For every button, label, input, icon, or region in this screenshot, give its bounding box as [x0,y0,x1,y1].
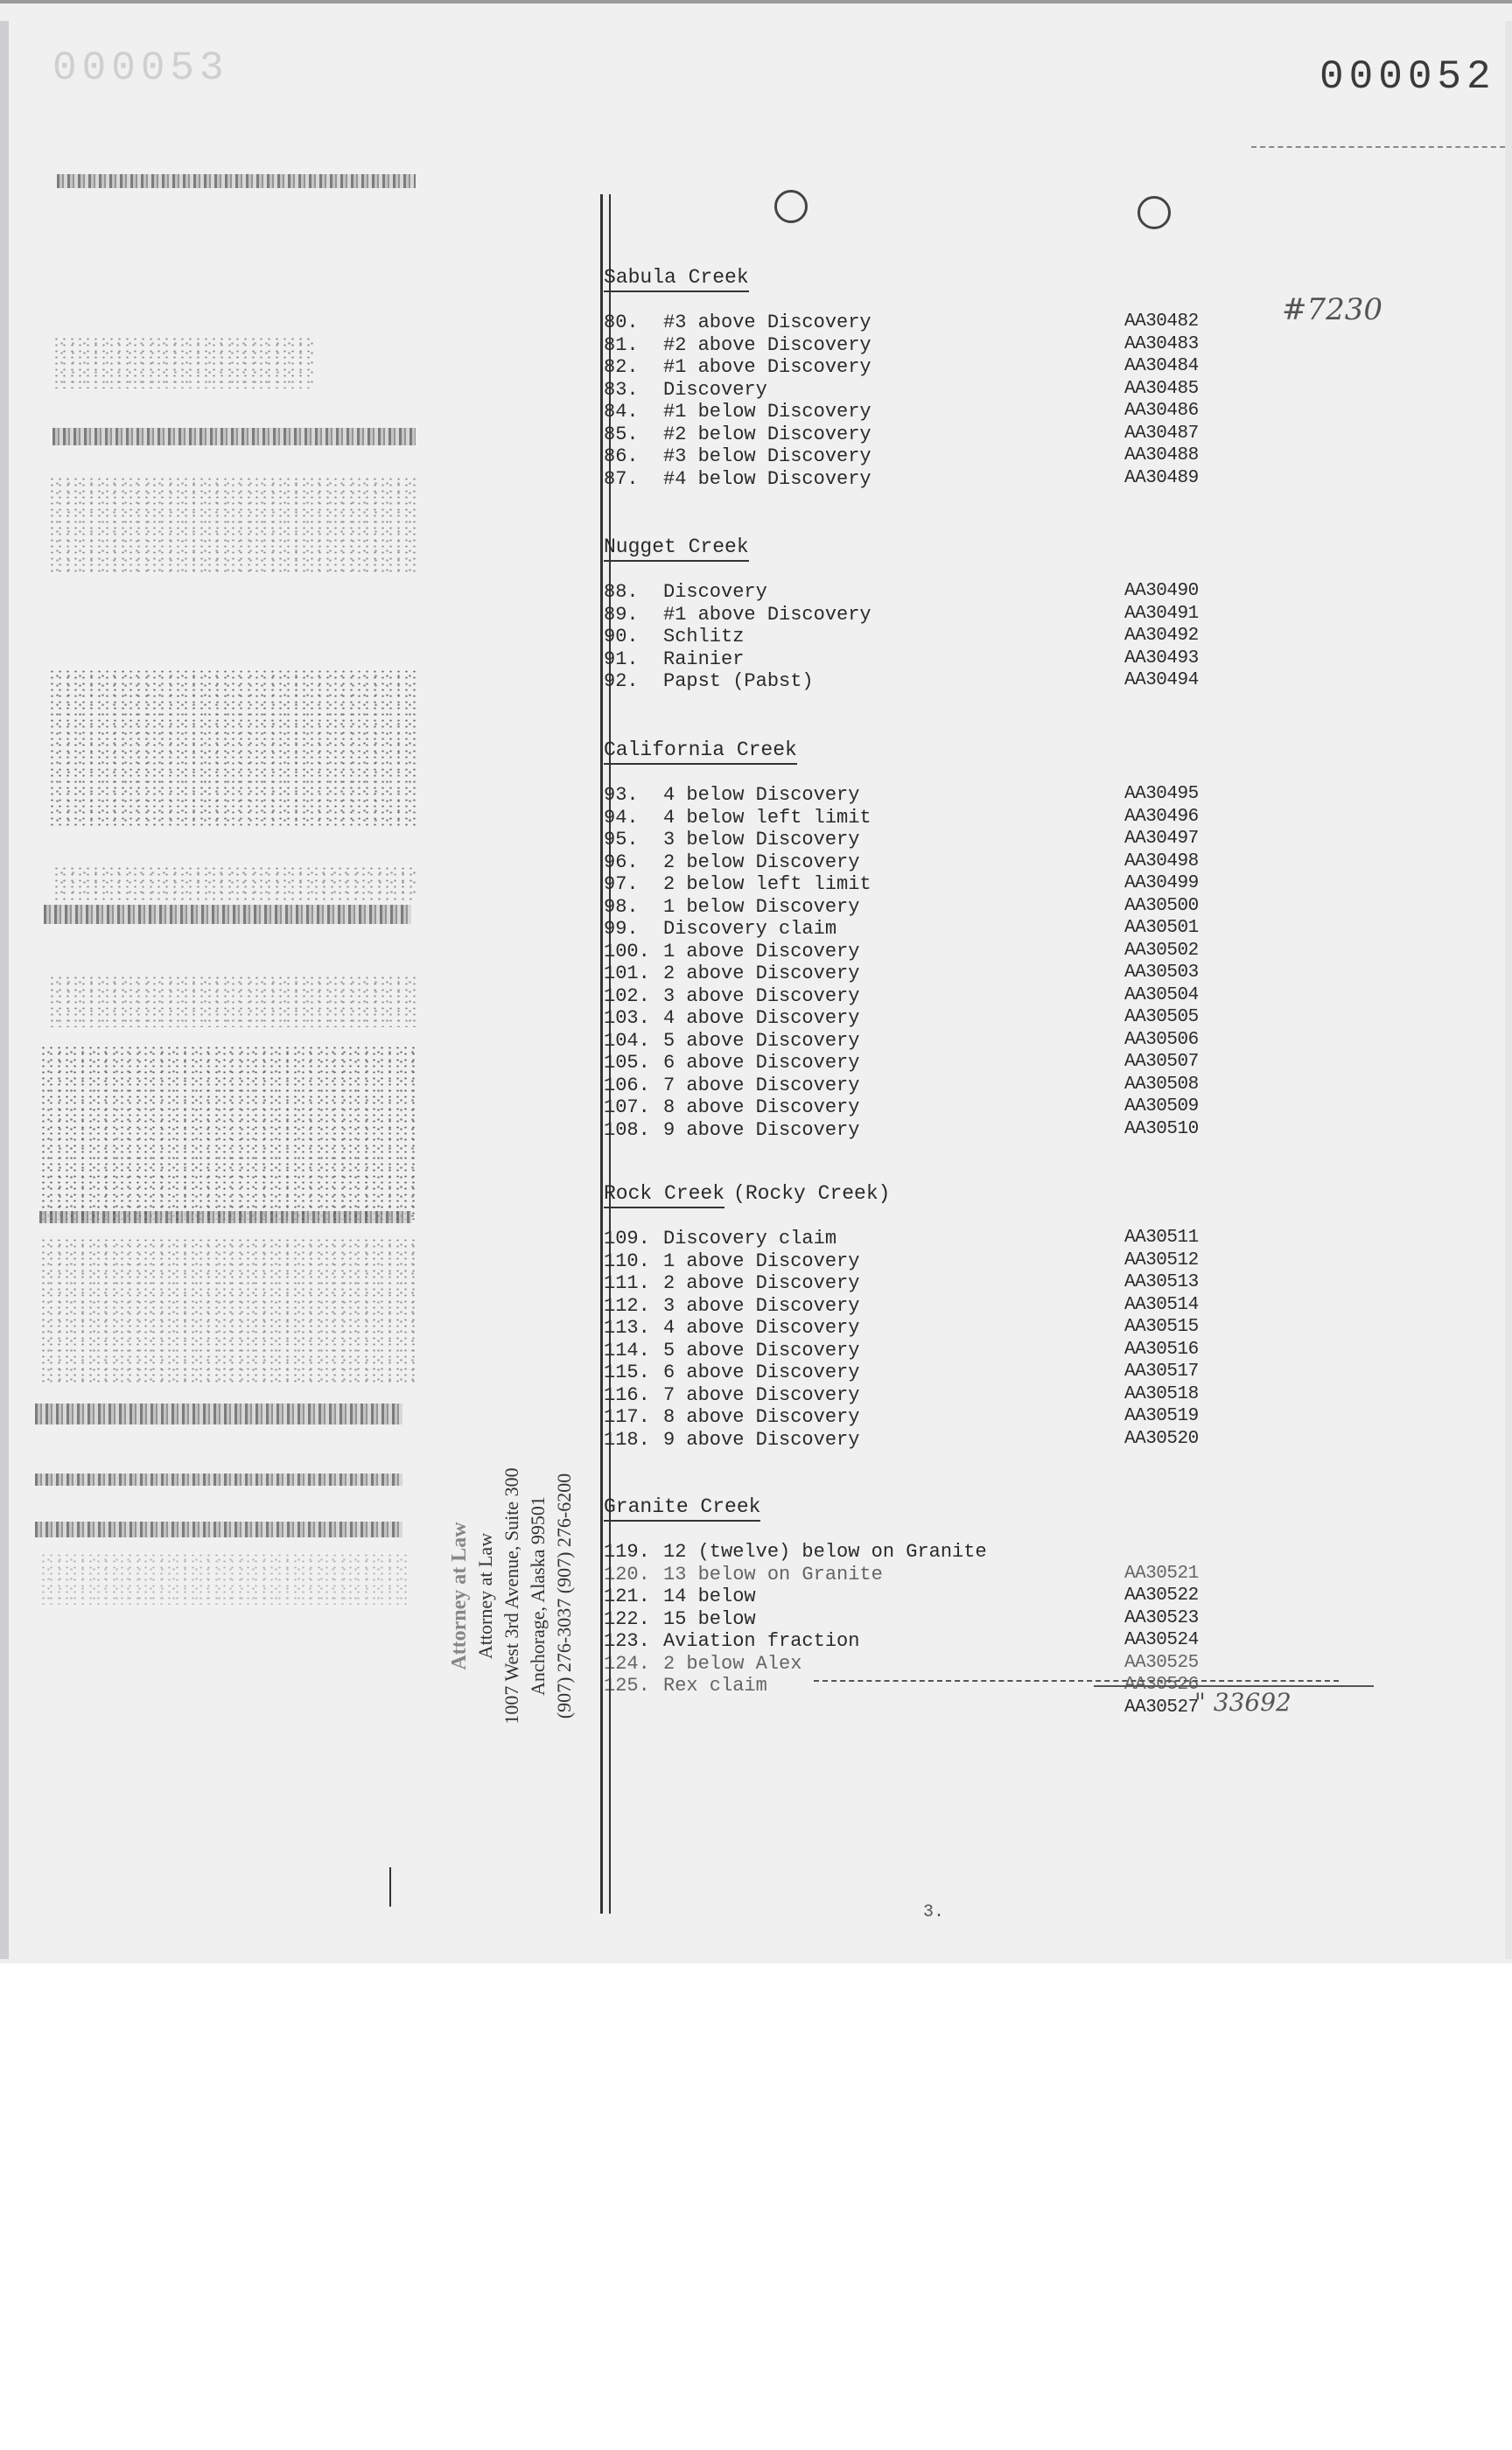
noise-band [44,905,411,924]
item-number: 80. [604,312,639,333]
list-item [604,1608,1269,1631]
item-code: AA30517 [1124,1362,1199,1382]
list-item [604,1052,1269,1074]
item-code: AA30497 [1124,829,1199,849]
section-title: Sabula Creek [604,266,749,292]
list-item [604,604,1269,626]
item-number: 109. [604,1228,650,1250]
list-item [604,941,1269,963]
item-code: AA30486 [1124,401,1199,421]
item-description: 5 above Discovery [663,1029,860,1052]
section-title: Granite Creek [604,1495,760,1522]
item-number: 106. [604,1074,650,1096]
item-description: 8 above Discovery [663,1406,860,1428]
item-code: AA30493 [1124,648,1199,668]
item-description: 1 above Discovery [663,1250,860,1272]
item-code: AA30482 [1124,312,1199,332]
section-subtitle: (Rocky Creek) [733,1182,891,1205]
item-code: AA30519 [1124,1406,1199,1426]
item-number: 112. [604,1294,650,1317]
item-code: AA30498 [1124,850,1199,872]
noise-band [35,1474,402,1486]
list-item [604,1384,1269,1407]
item-number: 103. [604,1007,650,1029]
crop-mark [389,1867,391,1907]
item-description: #2 above Discovery [663,333,872,356]
list-item [604,1429,1269,1452]
list-item [604,1406,1269,1429]
item-description: 1 above Discovery [663,940,860,962]
item-code: AA30509 [1124,1096,1199,1116]
section-rows [604,581,1269,693]
item-number: 88. [604,581,639,603]
list-item [604,851,1269,874]
item-number: 118. [604,1428,650,1451]
dash-line [1251,146,1505,148]
list-item [604,1564,1269,1586]
list-item [604,1630,1269,1653]
item-number: 97. [604,873,639,895]
list-item [604,1007,1269,1030]
scan-edge-right [1505,21,1512,1959]
item-number: 105. [604,1052,650,1074]
noise-speckle [52,865,416,900]
list-item [604,1362,1269,1384]
item-number: 114. [604,1339,650,1362]
list-item [604,334,1269,357]
item-number: 123. [604,1630,650,1652]
item-number: 117. [604,1406,650,1428]
item-code: AA30494 [1124,670,1199,690]
item-description: 9 above Discovery [663,1118,860,1141]
item-description: 8 above Discovery [663,1096,860,1118]
item-number: 87. [604,467,639,490]
item-number: 119. [604,1541,650,1563]
section-california-creek [604,738,1269,1141]
list-item [604,1317,1269,1340]
item-description: 2 above Discovery [663,962,860,984]
item-number: 100. [604,940,650,962]
item-number: 94. [604,806,639,829]
item-number: 85. [604,423,639,445]
noise-speckle [48,476,416,572]
item-number: 92. [604,670,639,692]
item-code: AA30507 [1124,1052,1199,1072]
dash-rule [814,1680,1339,1682]
item-number: 111. [604,1272,650,1294]
section-rows [604,1541,1269,1719]
punch-hole-icon [1138,196,1171,229]
item-code: AA30501 [1124,918,1199,938]
doc-number: 000052 [1320,54,1496,100]
item-description: 15 below [663,1607,756,1630]
list-item [604,1541,1269,1564]
item-description: #3 below Discovery [663,445,872,467]
item-code: AA30515 [1124,1317,1199,1337]
item-description: #1 above Discovery [663,356,872,378]
punch-hole-icon [774,190,808,223]
item-number: 113. [604,1317,650,1339]
list-item [604,829,1269,851]
item-number: 89. [604,603,639,626]
list-item [604,356,1269,379]
item-description: 9 above Discovery [663,1428,860,1451]
item-code: AA30491 [1124,603,1199,624]
section-title: Rock Creek [604,1182,724,1208]
list-item [604,1119,1269,1142]
list-item [604,1250,1269,1273]
item-description: 3 above Discovery [663,1294,860,1317]
item-code: AA30514 [1124,1294,1199,1315]
item-number: 84. [604,401,639,423]
list-item [604,1074,1269,1097]
list-item [604,445,1269,468]
item-code: AA30490 [1124,581,1199,601]
list-item [604,1340,1269,1362]
item-description: #3 above Discovery [663,312,872,333]
noise-band [57,174,416,188]
section-title: California Creek [604,738,797,765]
list-item [604,784,1269,807]
item-number: 93. [604,784,639,806]
item-description: 6 above Discovery [663,1362,860,1383]
item-code: AA30489 [1124,467,1199,488]
item-code: AA30484 [1124,356,1199,376]
item-code: AA30511 [1124,1228,1199,1248]
letterhead-title: Attorney at Law [474,1532,496,1660]
item-number: 122. [604,1607,650,1630]
item-code: AA30508 [1124,1074,1199,1095]
section-rows [604,1228,1269,1451]
item-description: 2 below Discovery [663,850,860,873]
item-description: Discovery claim [663,1228,837,1250]
item-code: AA30525 [1124,1652,1199,1673]
list-item [604,581,1269,604]
item-description: 4 above Discovery [663,1007,860,1029]
item-number: 96. [604,850,639,873]
list-item [604,1272,1269,1295]
item-code: AA30506 [1124,1029,1199,1050]
item-number: 108. [604,1118,650,1141]
item-code: AA30503 [1124,962,1199,983]
list-item [604,807,1269,830]
item-code: AA30526 [1124,1675,1199,1695]
list-item [604,312,1269,334]
item-description: #1 below Discovery [663,401,872,423]
item-code: AA30492 [1124,626,1199,646]
letterhead-address: 1007 West 3rd Avenue, Suite 300 [500,1467,522,1725]
item-code: AA30496 [1124,806,1199,827]
item-code: AA30487 [1124,423,1199,444]
list-item [604,896,1269,919]
item-description: Papst (Pabst) [663,670,814,692]
section-rows [604,312,1269,490]
item-description: 4 below Discovery [663,784,860,806]
item-number: 125. [604,1675,650,1697]
item-number: 99. [604,918,639,940]
list-item [604,873,1269,896]
list-item [604,1228,1269,1250]
item-description: 12 (twelve) below on Granite [663,1541,987,1563]
item-number: 115. [604,1362,650,1383]
item-description: 6 above Discovery [663,1052,860,1074]
item-description: Rex claim [663,1675,767,1697]
item-code: AA30516 [1124,1339,1199,1360]
item-code: AA30495 [1124,784,1199,804]
list-item [604,468,1269,491]
list-item [604,1698,1269,1720]
list-item [604,1653,1269,1676]
item-number: 82. [604,356,639,378]
item-number: 107. [604,1096,650,1118]
item-description: #4 below Discovery [663,467,872,490]
item-number: 120. [604,1563,650,1586]
item-description: 7 above Discovery [663,1383,860,1406]
item-code: AA30504 [1124,984,1199,1005]
item-number: 86. [604,445,639,467]
item-description: 3 below Discovery [663,829,860,850]
item-description: #2 below Discovery [663,423,872,445]
item-number: 102. [604,984,650,1007]
item-description: 4 below left limit [663,806,872,829]
item-number: 121. [604,1586,650,1607]
list-item [604,1295,1269,1318]
item-description: 14 below [663,1586,756,1607]
item-description: #1 above Discovery [663,603,872,626]
item-description: 1 below Discovery [663,895,860,918]
item-code: AA30483 [1124,333,1199,354]
item-code: AA30518 [1124,1383,1199,1404]
list-item [604,1030,1269,1053]
item-number: 83. [604,378,639,401]
list-item [604,648,1269,671]
item-description: Discovery claim [663,918,837,940]
item-code: AA30510 [1124,1118,1199,1139]
item-description: Discovery [663,378,767,401]
letterhead-city: Anchorage, Alaska 99501 [527,1496,549,1696]
noise-speckle [39,1045,416,1220]
list-item [604,379,1269,402]
page-mark: 3. [923,1902,945,1922]
list-item [604,985,1269,1008]
list-item [604,1586,1269,1608]
item-description: 2 below Alex [663,1652,802,1675]
list-item [604,424,1269,446]
item-code: AA30512 [1124,1250,1199,1270]
noise-speckle [39,1237,416,1386]
section-title: Nugget Creek [604,536,749,562]
item-code: AA30520 [1124,1428,1199,1449]
noise-speckle [48,668,416,826]
item-description: Schlitz [663,626,745,648]
total-rule [1094,1685,1374,1687]
item-code: AA30523 [1124,1607,1199,1628]
item-description: 4 above Discovery [663,1317,860,1339]
noise-band [35,1522,402,1537]
noise-band [39,1211,411,1223]
item-description: 2 below left limit [663,873,872,895]
item-description: 13 below on Granite [663,1563,883,1586]
item-number: 91. [604,648,639,670]
noise-band [52,428,416,445]
item-code: AA30502 [1124,940,1199,961]
item-description: 2 above Discovery [663,1272,860,1294]
item-number: 101. [604,962,650,984]
section-nugget-creek [604,536,1269,693]
section-rock-creek [604,1182,1269,1451]
item-description: 5 above Discovery [663,1339,860,1362]
item-code: AA30500 [1124,895,1199,916]
list-item [604,962,1269,985]
item-number: 98. [604,895,639,918]
item-code: AA30521 [1124,1563,1199,1584]
item-description: Rainier [663,648,745,670]
handwritten-note-top: #7230 [1282,292,1383,327]
item-code: AA30527 [1124,1697,1199,1718]
list-item [604,670,1269,693]
letterhead-phone: (907) 276-3037 (907) 276-6200 [553,1473,575,1719]
item-code: AA30524 [1124,1630,1199,1650]
item-number: 110. [604,1250,650,1272]
list-item [604,918,1269,941]
handwritten-note-bottom: " 33692 [1194,1688,1292,1717]
item-description: 3 above Discovery [663,984,860,1007]
item-description: 7 above Discovery [663,1074,860,1096]
list-item [604,626,1269,648]
item-description: Aviation fraction [663,1630,860,1652]
item-number: 116. [604,1383,650,1406]
section-sabula-creek [604,266,1269,490]
section-rows [604,784,1269,1141]
ghost-doc-number: 000053 [52,46,229,91]
scan-edge-left [0,21,9,1959]
item-number: 90. [604,626,639,648]
noise-band [35,1404,402,1424]
list-item [604,1096,1269,1119]
noise-speckle [52,336,315,388]
item-number: 95. [604,829,639,850]
item-number: 81. [604,333,639,356]
item-code: AA30522 [1124,1586,1199,1606]
list-item [604,401,1269,424]
noise-speckle [48,975,416,1027]
item-code: AA30513 [1124,1272,1199,1292]
item-code: AA30488 [1124,445,1199,466]
noise-speckle [39,1552,407,1605]
item-code: AA30485 [1124,378,1199,399]
item-description: Discovery [663,581,767,603]
item-code: AA30505 [1124,1007,1199,1027]
item-number: 104. [604,1029,650,1052]
letterhead-name: Attorney at Law [448,1522,471,1670]
item-code: AA30499 [1124,873,1199,893]
item-number: 124. [604,1652,650,1675]
